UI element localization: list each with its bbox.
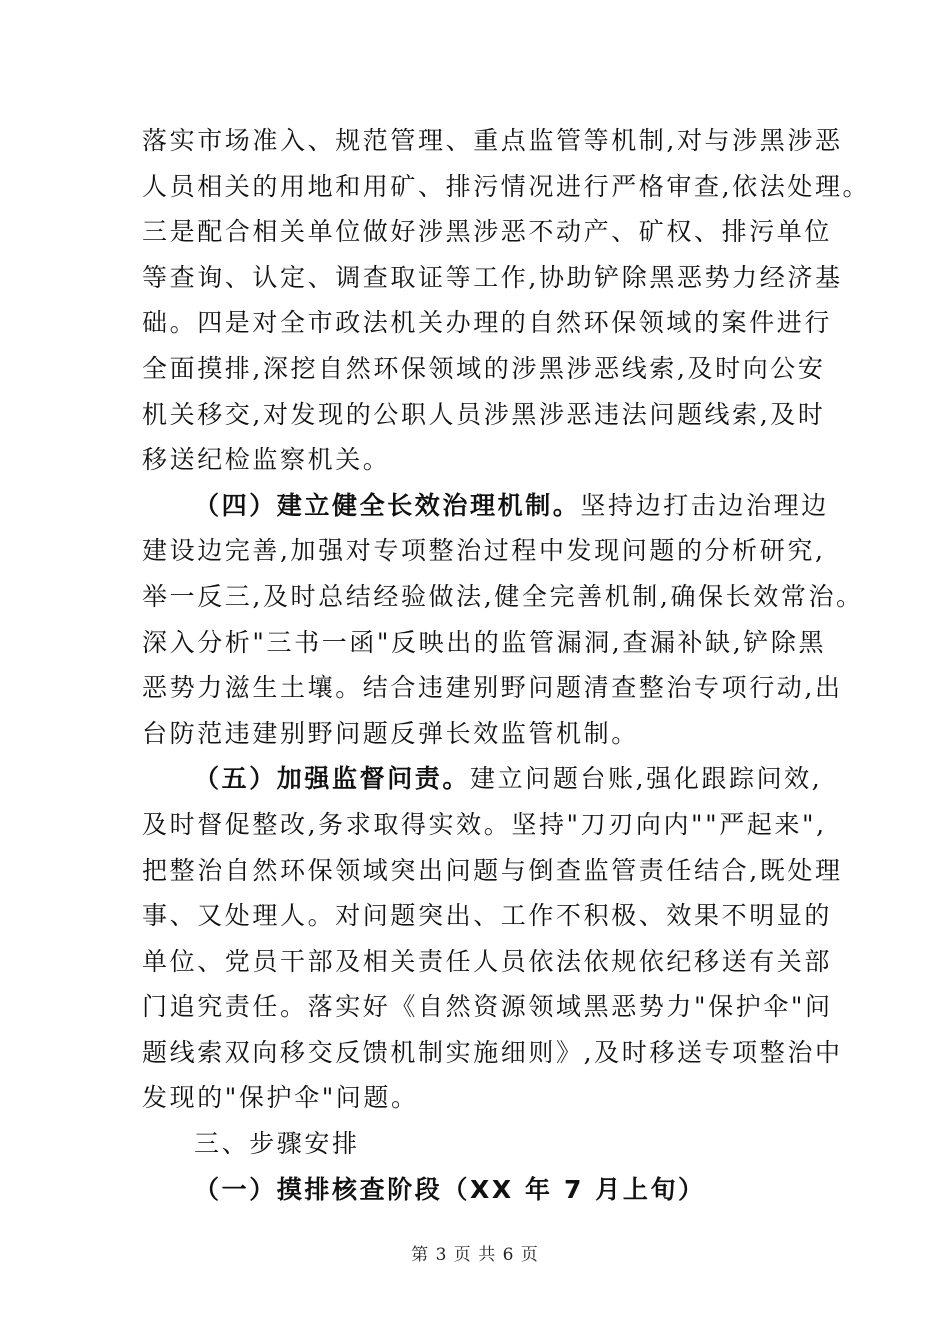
text-run: 坚持边打击边治理边 [580,490,829,520]
text-line: 事、又处理人。对问题突出、工作不积极、效果不明显的 [142,901,833,931]
text-line: 建设边完善,加强对专项整治过程中发现问题的分析研究, [142,536,826,566]
text-line: 深入分析"三书一函"反映出的监管漏洞,查漏补缺,铲除黑 [142,627,827,657]
subsection-title: （一）摸排核查阶段（XX 年 7 月上旬） [194,1174,706,1204]
text-line [142,756,823,802]
paragraph-long-term-mechanism [142,483,864,757]
text-line: 把整治自然环保领域突出问题与倒查监管责任结合,既处理 [142,855,843,885]
paragraph-supervision-accountability [142,756,843,1121]
page-number-footer: 第 3 页 共 6 页 [411,1245,539,1265]
text-line: 人员相关的用地和用矿、排污情况进行严格审查,依法处理。 [142,171,871,201]
section-title: 三、步骤安排 [194,1129,360,1159]
text-line: 单位、党员干部及相关责任人员依法依规依纪移送有关部 [142,946,833,976]
text-line: 题线索双向移交反馈机制实施细则》,及时移送专项整治中 [142,1037,843,1067]
text-line: 移送纪检监察机关。 [142,445,391,475]
text-line: 恶势力滋生土壤。结合违建别野问题清查整治专项行动,出 [142,673,843,703]
paragraph-heading: （四）建立健全长效治理机制。 [194,490,581,520]
text-line: 三是配合相关单位做好涉黑涉恶不动产、矿权、排污单位 [142,217,833,247]
text-run: 建立问题台账,强化跟踪问效, [470,764,823,794]
text-line: 等查询、认定、调查取证等工作,协助铲除黑恶势力经济基 [142,262,843,292]
text-line: 全面摸排,深挖自然环保领域的涉黑涉恶线索,及时向公安 [142,353,826,383]
text-line: 门追究责任。落实好《自然资源领域黑恶势力"保护伞"问 [142,992,833,1022]
text-line: 础。四是对全市政法机关办理的自然环保领域的案件进行 [142,308,833,338]
text-line: 落实市场准入、规范管理、重点监管等机制,对与涉黑涉恶 [142,126,843,155]
text-line [142,483,829,529]
document-body [142,118,871,1212]
paragraph-heading: （五）加强监督问责。 [194,764,471,794]
text-line: 机关移交,对发现的公职人员涉黑涉恶违法问题线索,及时 [142,399,826,429]
text-line: 台防范违建别野问题反弹长效监管机制。 [142,718,639,748]
text-line: 及时督促整改,务求取得实效。坚持"刀刃向内""严起来", [142,809,827,839]
text-line: 发现的"保护伞"问题。 [142,1083,419,1113]
paragraph-continued [142,118,871,483]
text-line: 举一反三,及时总结经验做法,健全完善机制,确保长效常治。 [142,581,864,611]
